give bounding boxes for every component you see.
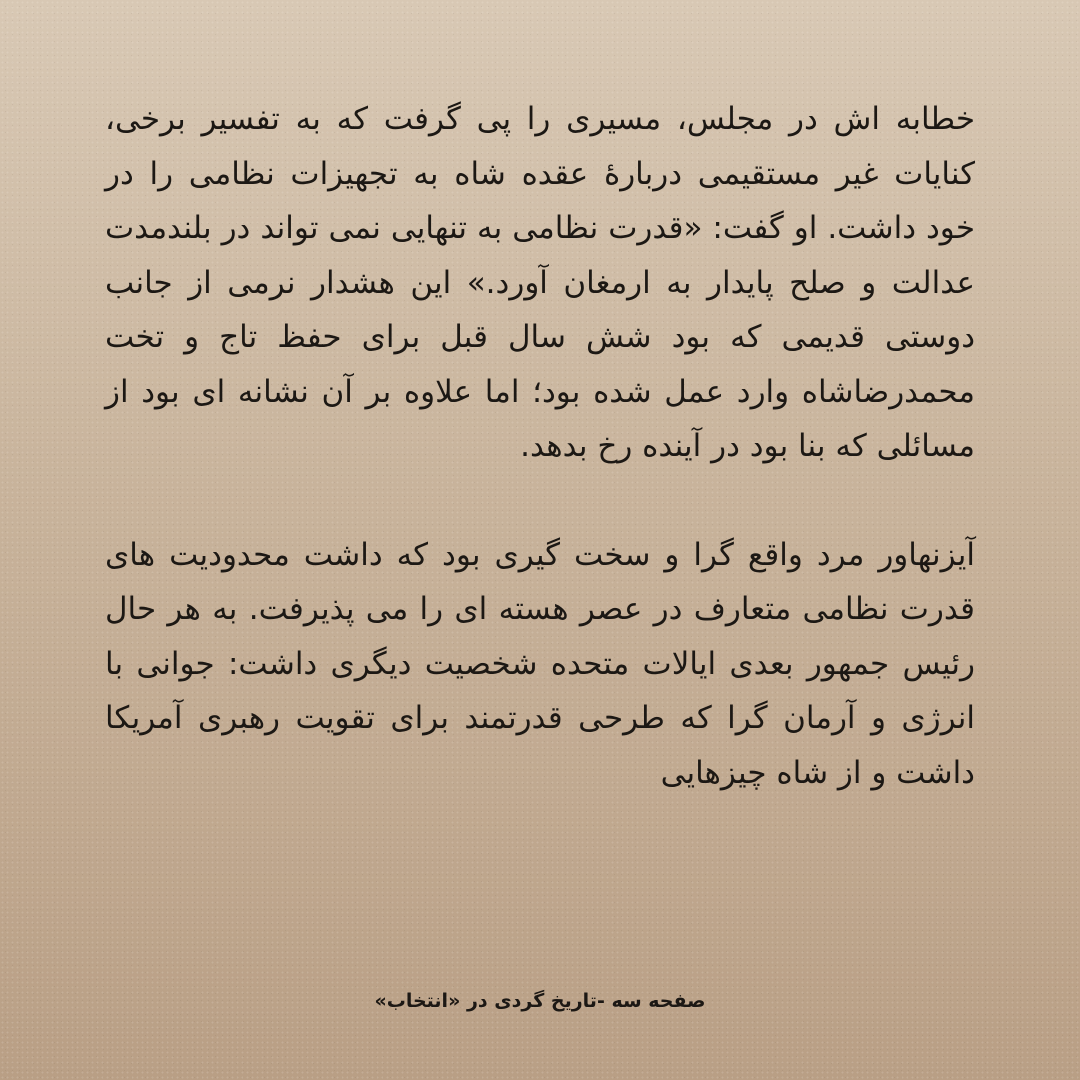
article-paragraph-1: خطابه اش در مجلس، مسیری را پی گرفت که به تفسیر برخی، کنایات غیر مستقیمی دربارهٔ عقده شاه به تجهیزات نظامی را در خود داشت. او گفت: «قدرت نظامی به تنهایی نمی تواند در بلندمدت عدالت و صلح پایدار به ارمغان آورد.» این هشدار نرمی از جانب دوستی قدیمی که بود شش سال قبل برای حفظ تاج و تخت محمدرضاشاه وارد عمل شده بود؛ اما علاوه بر آن نشانه ای بود از مسائلی که بنا بود در آینده رخ بدهد. [105, 101, 975, 464]
article-paragraph-2: آیزنهاور مرد واقع گرا و سخت گیری بود که داشت محدودیت های قدرت نظامی متعارف در عصر هسته ای را می پذیرفت. به هر حال رئیس جمهور بعدی ایالات متحده شخصیت دیگری داشت: جوانی با انرژی و آرمان گرا که طرحی قدرتمند برای تقویت رهبری آمریکا داشت و از شاه چیزهایی [105, 536, 975, 791]
article-body [105, 92, 975, 800]
page-footer-caption: صفحه سه -تاریخ گردی در «انتخاب» [374, 990, 706, 1012]
